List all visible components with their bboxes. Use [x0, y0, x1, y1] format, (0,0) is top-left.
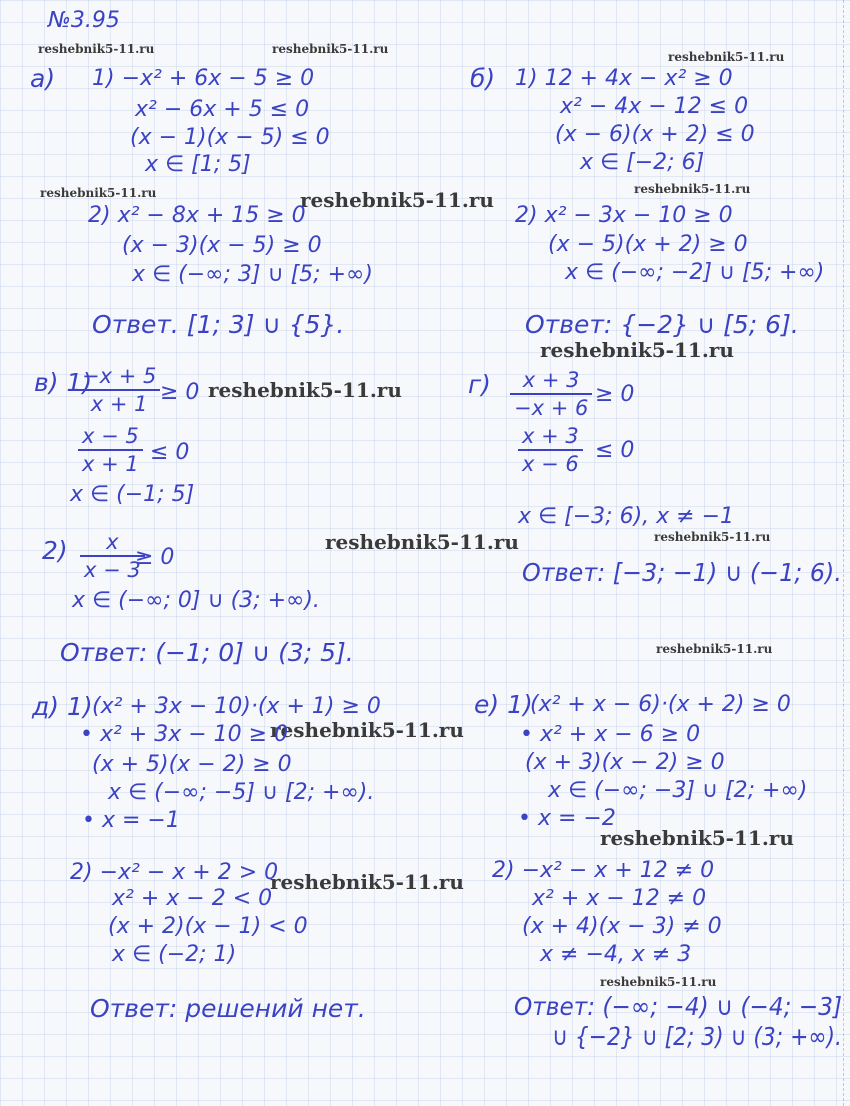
part-v-line: x ∈ (−∞; 0] ∪ (3; +∞).	[72, 588, 320, 613]
part-v-relation: ≤ 0	[150, 440, 190, 465]
watermark: reshebnik5-11.ru	[270, 870, 464, 894]
part-d-line: x² + x − 2 < 0	[112, 886, 273, 911]
part-e-line: x² + x − 12 ≠ 0	[532, 886, 707, 911]
part-e-line: x ≠ −4, x ≠ 3	[540, 942, 692, 967]
part-a-line: x² − 6x + 5 ≤ 0	[135, 97, 310, 122]
part-b-line: 2) x² − 3x − 10 ≥ 0	[515, 203, 733, 228]
part-g-relation: ≥ 0	[595, 382, 635, 407]
numerator: x + 3	[522, 368, 580, 392]
part-e-answer: Ответ: (−∞; −4) ∪ (−4; −3]	[514, 992, 843, 1021]
part-v-line: x ∈ (−1; 5]	[70, 482, 195, 507]
part-a-line: (x − 1)(x − 5) ≤ 0	[130, 125, 330, 150]
watermark: reshebnik5-11.ru	[654, 530, 771, 544]
numerator: x − 5	[82, 424, 139, 448]
part-b-line: x ∈ (−∞; −2] ∪ [5; +∞)	[565, 260, 825, 285]
part-v-answer: Ответ: (−1; 0] ∪ (3; 5].	[60, 638, 354, 667]
part-d-label: д) 1)	[32, 692, 93, 721]
watermark: reshebnik5-11.ru	[272, 42, 389, 56]
numerator: x	[106, 530, 119, 554]
part-d-line: x ∈ (−2; 1)	[112, 942, 237, 967]
watermark: reshebnik5-11.ru	[668, 50, 785, 64]
watermark: reshebnik5-11.ru	[325, 530, 519, 554]
part-a-label: а)	[30, 64, 56, 93]
watermark: reshebnik5-11.ru	[600, 975, 717, 989]
watermark: reshebnik5-11.ru	[600, 826, 794, 850]
part-v-fraction	[78, 364, 160, 416]
part-e-answer-continued: ∪ {−2} ∪ [2; 3) ∪ (3; +∞).	[552, 1022, 842, 1051]
part-b-label: б)	[470, 64, 496, 93]
part-v-label: в) 1)	[34, 368, 93, 397]
part-a-line: x ∈ [1; 5]	[145, 152, 251, 177]
part-b-line: 1) 12 + 4x − x² ≥ 0	[515, 66, 733, 91]
part-a-line: (x − 3)(x − 5) ≥ 0	[122, 233, 322, 258]
part-d-line: (x + 5)(x − 2) ≥ 0	[92, 752, 292, 777]
fraction-bar	[518, 449, 583, 451]
denominator: x + 1	[90, 392, 148, 416]
part-v-step-label: 2)	[42, 536, 68, 565]
part-d-line: • x = −1	[82, 808, 180, 833]
denominator: −x + 6	[514, 396, 589, 420]
part-b-answer: Ответ: {−2} ∪ [5; 6].	[525, 310, 799, 339]
part-a-answer: Ответ. [1; 3] ∪ {5}.	[92, 310, 345, 339]
part-v-relation: ≥ 0	[135, 545, 175, 570]
part-b-line: (x − 6)(x + 2) ≤ 0	[555, 122, 755, 147]
fraction-bar	[510, 393, 592, 395]
numerator: −x + 5	[82, 364, 157, 388]
watermark: reshebnik5-11.ru	[40, 186, 157, 200]
part-g-fraction	[510, 368, 592, 420]
part-v-fraction	[78, 424, 143, 476]
part-e-line: • x = −2	[518, 806, 616, 831]
part-b-line: (x − 5)(x + 2) ≥ 0	[548, 232, 748, 257]
part-e-line: (x + 4)(x − 3) ≠ 0	[522, 914, 722, 939]
watermark: reshebnik5-11.ru	[540, 338, 734, 362]
part-d-line: 2) −x² − x + 2 > 0	[70, 860, 279, 885]
part-e-line: (x² + x − 6)·(x + 2) ≥ 0	[530, 692, 791, 717]
part-b-line: x ∈ [−2; 6]	[580, 150, 705, 175]
part-e-line: 2) −x² − x + 12 ≠ 0	[492, 858, 715, 883]
watermark: reshebnik5-11.ru	[656, 642, 773, 656]
part-d-answer: Ответ: решений нет.	[90, 994, 366, 1023]
part-d-line: x ∈ (−∞; −5] ∪ [2; +∞).	[108, 780, 375, 805]
part-a-line: 1) −x² + 6x − 5 ≥ 0	[92, 66, 315, 91]
problem-number: №3.95	[48, 8, 120, 33]
part-g-fraction	[518, 424, 583, 476]
part-e-line: x ∈ (−∞; −3] ∪ [2; +∞)	[548, 778, 808, 803]
part-g-relation: ≤ 0	[595, 438, 635, 463]
numerator: x + 3	[522, 424, 579, 448]
part-e-line: (x + 3)(x − 2) ≥ 0	[525, 750, 725, 775]
part-e-line: • x² + x − 6 ≥ 0	[520, 722, 701, 747]
denominator: x + 1	[82, 452, 139, 476]
part-a-line: x ∈ (−∞; 3] ∪ [5; +∞)	[132, 262, 373, 287]
part-g-answer: Ответ: [−3; −1) ∪ (−1; 6).	[522, 558, 842, 587]
watermark: reshebnik5-11.ru	[208, 378, 402, 402]
watermark: reshebnik5-11.ru	[270, 718, 464, 742]
fraction-bar	[78, 449, 143, 451]
part-d-line: • x² + 3x − 10 ≥ 0	[80, 722, 289, 747]
part-v-relation: ≥ 0	[160, 380, 200, 405]
part-d-line: (x + 2)(x − 1) < 0	[108, 914, 308, 939]
watermark: reshebnik5-11.ru	[38, 42, 155, 56]
fraction-bar	[78, 389, 160, 391]
watermark: reshebnik5-11.ru	[634, 182, 751, 196]
part-d-line: (x² + 3x − 10)·(x + 1) ≥ 0	[92, 694, 381, 719]
denominator: x − 6	[522, 452, 579, 476]
part-b-line: x² − 4x − 12 ≤ 0	[560, 94, 749, 119]
denominator: x − 3	[84, 558, 141, 582]
part-a-line: 2) x² − 8x + 15 ≥ 0	[88, 203, 306, 228]
watermark: reshebnik5-11.ru	[300, 188, 494, 212]
page-edge	[843, 0, 844, 1106]
part-e-label: е) 1)	[474, 690, 533, 719]
part-g-line: x ∈ [−3; 6), x ≠ −1	[518, 504, 735, 529]
part-g-label: г)	[468, 370, 491, 399]
